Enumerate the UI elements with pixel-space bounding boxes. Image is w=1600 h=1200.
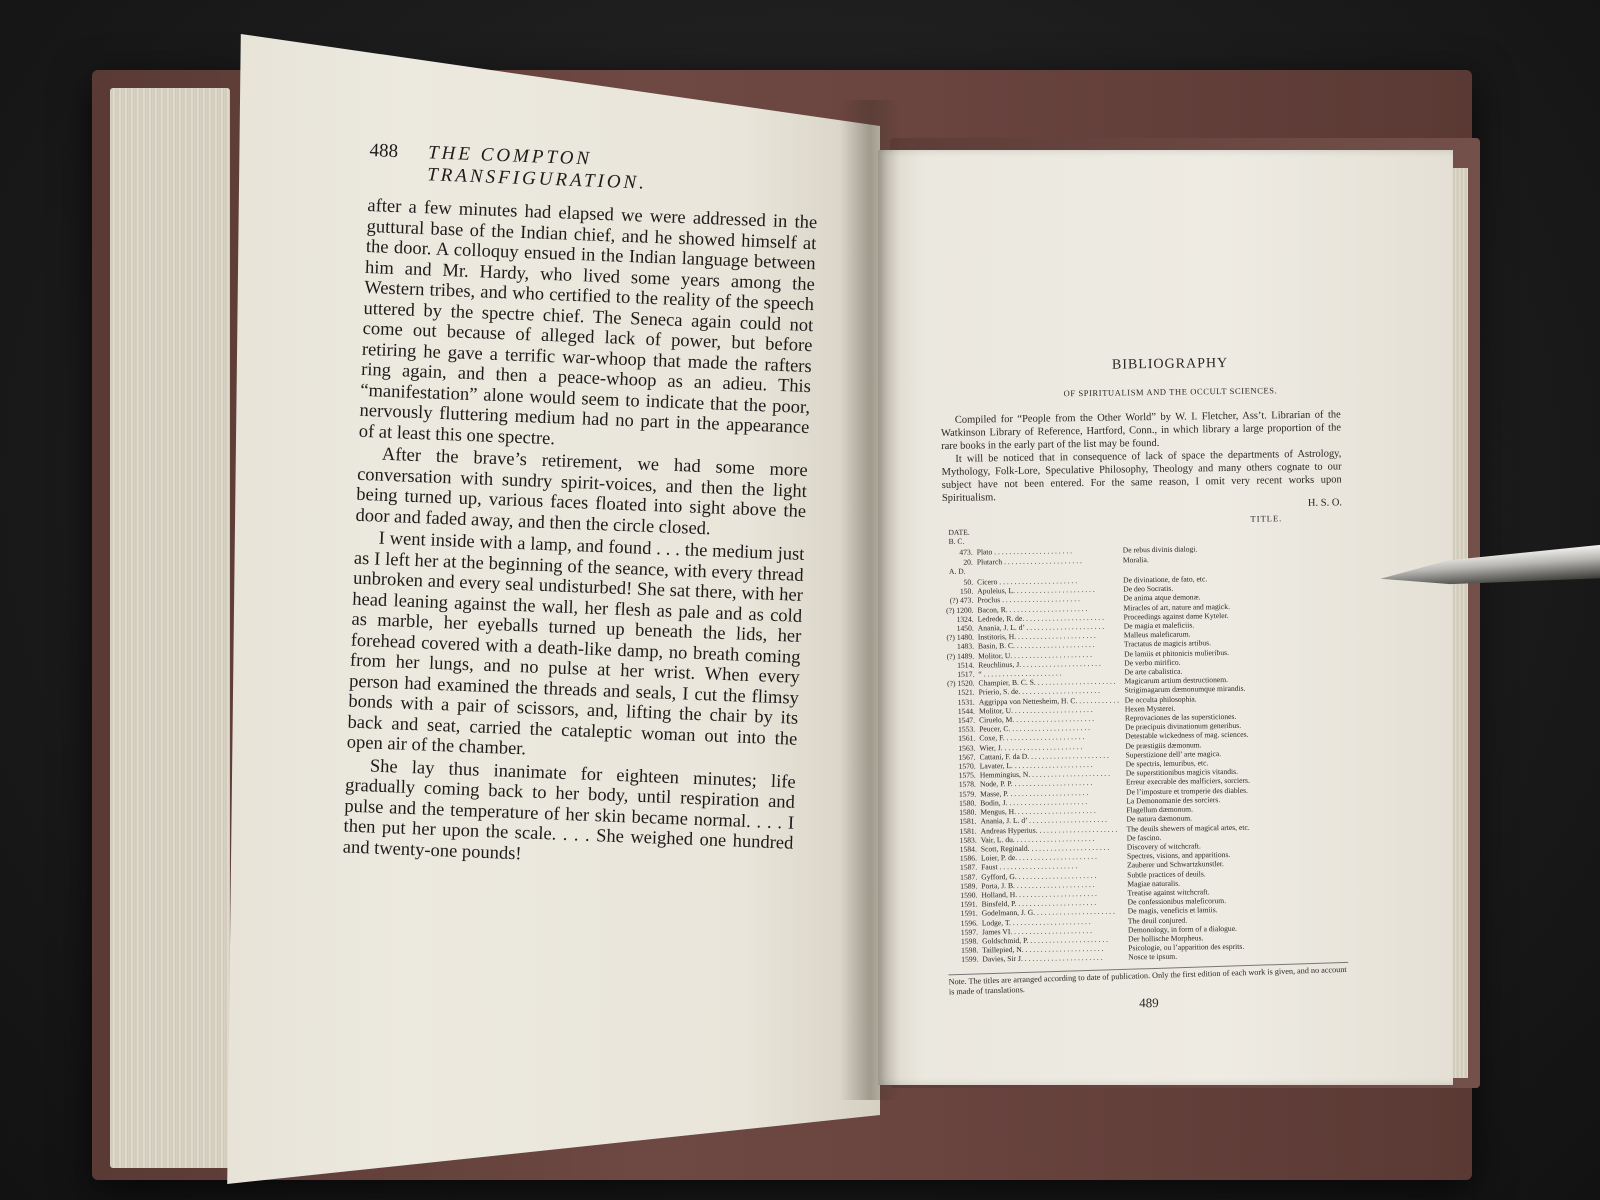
entry-author: Peucer, C. . . . [979, 723, 1119, 734]
entry-author: Plato . . . [977, 546, 1117, 557]
entry-title: Subtle practices of deuils. [1127, 868, 1206, 879]
entry-title: De magia et maleficiis. [1123, 620, 1195, 631]
entry-author: Porta, J. B. . . . [981, 879, 1121, 890]
entry-title: De natura dæmonum. [1126, 813, 1193, 824]
entry-title: De præcipuis divinationum generibus. [1125, 721, 1242, 732]
entry-date: 1581. [959, 816, 977, 827]
entry-date: 473. [959, 547, 973, 558]
paragraph: I went inside with a lamp, and found . . . the medium just as I left her at the beginning of the seance, with every thread unbroken and every seal undisturbed! She sat there, with her head leaning against the wall, her flesh as pale and as cold as marble, her eyeballs turned up beneath the lids, her forehead covered with a death-like damp, no breath coming from her lungs, and no pulse at her wrist. When every person had examined the threads and seals, I cut the flimsy bonds with a pair of scissors, and, lifting the chair by its back and seat, carried the cataleptic woman out into the open air of the chamber. [346, 528, 805, 760]
entry-title: Flagellum dæmonum. [1126, 804, 1194, 815]
entry-title: De divinatione, de fato, etc. [1123, 574, 1208, 585]
left-page-body [342, 196, 817, 875]
entry-title: De occulta philosophia. [1124, 694, 1197, 705]
entry-date: 1561. [958, 734, 976, 744]
entry-date: 1563. [958, 743, 976, 753]
entry-author: Andreas Hyperius. . . . [981, 824, 1121, 835]
entry-author: Bacon, R. . . . [977, 603, 1117, 614]
entry-date: 1575. [958, 770, 976, 781]
entry-title: The deuil conjured. [1127, 915, 1188, 925]
entry-date: 1514. [957, 660, 975, 670]
entry-author: Molitor, U. . . . [979, 704, 1119, 715]
entry-author: Coxe, F. . . . [979, 732, 1119, 743]
entry-title: Proceedings against dame Kyteler. [1123, 610, 1229, 622]
intro-paragraph: It will be noticed that in consequence of lack of space the departments of Astrology, Mythology, Folk-Lore, Speculative Philosophy, Theology and many others cognate to our subject have not been entered. For the same reason, I omit very recent works upon Spiritualism. [941, 448, 1342, 504]
entry-date: 150. [959, 586, 974, 596]
entry-author: Basin, B. C. . . . [978, 640, 1118, 651]
bibliography-intro [941, 408, 1342, 505]
entry-date: 1580. [959, 798, 977, 808]
bibliography-title: BIBLIOGRAPHY [1111, 355, 1229, 373]
entry-date: (?) 473. [949, 595, 974, 606]
entry-title: Tractatus de magicis artibus. [1123, 638, 1212, 649]
entry-title: De confessionibus maleficorum. [1127, 896, 1227, 907]
entry-title: De spectris, lemuribus, etc. [1125, 758, 1209, 769]
entry-author: Aggrippa von Nettesheim, H. C. . . . [979, 695, 1119, 706]
entry-author: “ . . . [978, 668, 1118, 679]
entry-author: Bodin, J. . . . [980, 796, 1120, 807]
entry-date: 1579. [958, 789, 977, 799]
entry-title: Malleus maleficarum. [1123, 629, 1191, 640]
entry-author: Loier, P. de. . . . [981, 852, 1121, 863]
left-page-number: 488 [369, 140, 399, 163]
entry-title: Discovery of witchcraft. [1126, 841, 1201, 852]
entry-title: De verbo mirifico. [1124, 657, 1181, 668]
running-head: THE COMPTON TRANSFIGURATION. [426, 142, 648, 194]
bibliography-list-ad [943, 572, 1348, 964]
entry-date: (?) 1480. [946, 632, 974, 643]
entry-date: 1521. [957, 688, 975, 698]
entry-author: Proclus . . . [977, 594, 1117, 605]
entry-title: Superstizione dell’ arte magica. [1125, 748, 1222, 760]
entry-author: Ciruelo, M. . . . [979, 714, 1119, 725]
entry-date: 1450. [956, 623, 974, 633]
entry-author: Godelmann, J. G. . . . [982, 907, 1122, 918]
right-page-number: 489 [1139, 994, 1159, 1010]
entry-title: De arte cabalistica. [1124, 666, 1183, 677]
entry-title: De anima atque demonæ. [1123, 592, 1201, 603]
entry-title: La Demonomanie des sorciers. [1126, 795, 1221, 806]
entry-author: Lodge, T. . . . [982, 916, 1122, 927]
entry-author: Wier, J. . . . [979, 741, 1119, 752]
signature: H. S. O. [1307, 497, 1343, 509]
entry-author: Institoris, H. . . . [978, 631, 1118, 642]
entry-date: 1597. [960, 927, 979, 937]
entry-title: Hexen Mysterei. [1124, 703, 1176, 714]
entry-date: 1586. [959, 853, 978, 863]
entry-author: Mengus, H. . . . [980, 806, 1120, 817]
entry-author: Scott, Reginald. . . . [981, 842, 1121, 853]
entry-date: (?) 1520. [947, 678, 975, 689]
entry-author: Node, P. P. . . . [980, 778, 1120, 789]
entry-date: 1583. [959, 835, 977, 845]
entry-date: 1567. [958, 752, 976, 762]
entry-title: De l’imposture et tromperie des diables. [1125, 785, 1248, 797]
entry-title: De magis, veneficis et lamiis. [1127, 905, 1218, 916]
entry-title: Moralia. [1122, 554, 1149, 565]
entry-title: Spectres, visions, and apparitions. [1126, 850, 1231, 861]
entry-author: James VI. . . . [982, 925, 1122, 936]
entry-author: Ledrede, R. de. . . . [978, 612, 1118, 623]
bibliography-note: Note. The titles are arranged according to date of publication. Only the first edition of each work is given, and no account is made of translations. [948, 961, 1349, 997]
entry-date: 1596. [960, 918, 978, 928]
entry-date: 1544. [957, 706, 975, 716]
entry-date: 1584. [959, 844, 977, 854]
entry-title: De lamiis et phitonicis mulieribus. [1124, 647, 1229, 659]
paragraph: after a few minutes had elapsed we were addressed in the guttural base of the Indian chief, and he showed himself at the door. A colloquy ensued in the Indian language between him and Mr. Hardy, who lived some years among the Western tribes, and who certified to the reality of the speech uttered by the spectre chief. The Seneca again could not come out because of alleged lack of power, but before retiring he gave a terrific war-whoop that made the rafters ring again, and then a peace-whoop as an adieu. This “manifestation” alone would seem to indicate that the poor, nervously fluttering medium had no part in the appearance of at least this one spectre. [358, 195, 818, 449]
entry-author: Molitor, U. . . . [978, 649, 1118, 660]
entry-date: 1598. [960, 936, 979, 946]
intro-paragraph: Compiled for “People from the Other World” by W. I. Fletcher, Ass’t. Librarian of the Watkinson Library of Reference, Hartford, Conn., in which library a large proportion of the rare books in the early part of the list may be found. [940, 409, 1342, 452]
entry-date: (?) 1489. [946, 651, 975, 661]
entry-author: Anania, J. L. d’ . . . [978, 622, 1118, 633]
entry-date: 1517. [957, 669, 975, 679]
title-column-header: TITLE. [1250, 513, 1283, 524]
entry-title: De præstigiis dæmonum. [1125, 740, 1202, 751]
entry-title: Treatise against witchcraft. [1127, 887, 1210, 898]
entry-author: Gyfford, G. . . . [981, 870, 1121, 881]
entry-date: 1553. [958, 724, 976, 735]
entry-author: Holland, H. . . . [981, 888, 1121, 899]
entry-date: 1570. [958, 761, 976, 771]
entry-author: Cicero . . . [977, 576, 1117, 587]
entry-title: Psicologie, ou l’apparition des esprits. [1128, 941, 1245, 953]
entry-date: 1580. [959, 807, 977, 817]
entry-title: De fascino. [1126, 832, 1162, 843]
entry-title: De rebus divinis dialogi. [1122, 544, 1198, 555]
entry-date: 1483. [956, 641, 975, 652]
entry-date: (?) 1200. [946, 605, 974, 615]
entry-date: 1590. [960, 890, 978, 900]
entry-author: Cattani, F. da D. . . . [979, 750, 1119, 761]
entry-title: Magiae naturalis. [1127, 878, 1181, 889]
entry-author: Reuchlinus, J. . . . [978, 658, 1118, 669]
entry-date: 1324. [956, 614, 974, 624]
entry-author: Anania, J. L. d’ . . . [980, 815, 1120, 826]
entry-date: 1581. [959, 826, 977, 836]
entry-author: Plutarch . . . [977, 555, 1117, 566]
bibliography-subtitle: OF SPIRITUALISM AND THE OCCULT SCIENCES. [1063, 385, 1278, 399]
entry-date: 1591. [960, 899, 978, 909]
entry-title: Der hollische Morpheus. [1128, 933, 1204, 944]
entry-date: 1587. [960, 872, 978, 882]
entry-title: The deuils shewers of magical artes, etc. [1126, 822, 1250, 833]
page-edges-left [110, 88, 230, 1168]
entry-date: 1589. [960, 881, 978, 891]
paragraph: After the brave’s retirement, we had some more conversation with sundry spirit-voices, and then the light being turned up, various faces floated into sight above the door and faded away, and then the circle closed. [355, 444, 808, 539]
era-bc-label: B. C. [948, 536, 965, 547]
entry-title: Strigimagarum dæmonumque mirandis. [1124, 684, 1246, 695]
entry-title: Reprovaciones de las supersticiones. [1124, 711, 1237, 723]
date-column-header: DATE. [948, 527, 970, 537]
entry-title: Magicarum artium destructionem. [1124, 675, 1229, 686]
entry-title: De superstitionibus magicis vitandis. [1125, 767, 1239, 778]
entry-author: Apuleius, L. . . . [977, 585, 1117, 596]
book-gutter [840, 100, 900, 1100]
entry-author: Davies, Sir J. . . . [982, 953, 1122, 964]
left-page-text [342, 140, 819, 877]
entry-title: De deo Socratis. [1123, 583, 1174, 594]
entry-date: 20. [963, 557, 973, 567]
entry-author: Goldschmid, P. . . . [982, 934, 1122, 945]
entry-author: Vair, L. du. . . . [981, 833, 1121, 844]
entry-date: 1599. [961, 954, 979, 965]
right-page-text [940, 354, 1349, 1013]
entry-title: Detestable wickedness of mag. sciences. [1125, 730, 1249, 741]
entry-author: Lavater, L. . . . [980, 760, 1120, 771]
entry-date: 1587. [959, 862, 978, 873]
entry-title: Miracles of art, nature and magick. [1123, 601, 1231, 613]
era-ad-label: A. D. [948, 566, 966, 576]
entry-date: 1547. [957, 715, 976, 725]
entry-author: Faust . . . [981, 861, 1121, 872]
entry-author: Taillepied, N. . . . [982, 944, 1122, 955]
entry-author: Masse, P. . . . [980, 787, 1120, 798]
entry-date: 1531. [957, 697, 975, 707]
entry-title: Erreur execrable des malficiers, sorciers. [1125, 776, 1250, 787]
entry-author: Hemmingius, N. . . . [980, 769, 1120, 780]
entry-date: 50. [963, 577, 974, 587]
entry-date: 1598. [961, 945, 979, 955]
entry-author: Champier, B. C. S. . . . [978, 677, 1118, 688]
entry-title: Zauberer und Schwartzkunstler. [1127, 859, 1224, 870]
entry-title: Demonology, in form of a dialogue. [1127, 923, 1237, 935]
entry-title: Nosce te ipsum. [1128, 952, 1178, 962]
entry-author: Binsfeld, P. . . . [982, 898, 1122, 909]
entry-date: 1591. [960, 908, 978, 919]
entry-author: Prierio, S. de. . . . [979, 686, 1119, 697]
paragraph: She lay thus inanimate for eighteen minutes; life gradually coming back to her body, until respiration and pulse and the temperature of her skin became normal. . . . I then put her upon the scale. . . . She weighed one hundred and twenty-one pounds! [342, 755, 797, 864]
entry-date: 1578. [958, 780, 976, 790]
